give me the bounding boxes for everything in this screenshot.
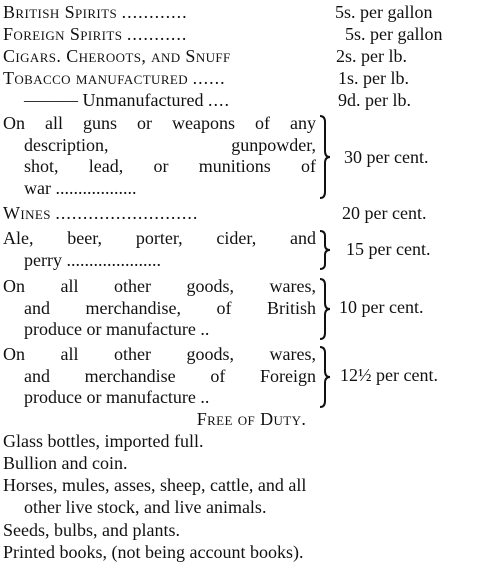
leader-dots: ........... xyxy=(126,24,188,44)
free-item: Glass bottles, imported full. xyxy=(3,431,204,451)
free-item-continuation: other live stock, and live animals. xyxy=(24,497,267,517)
tariff-rate: 5s. per gallon xyxy=(345,24,443,44)
tariff-label: Cigars. Cheroots, and Snuff xyxy=(3,46,231,66)
foreign-goods-clause xyxy=(3,344,316,409)
clause-line: produce or manufacture .. xyxy=(24,319,210,339)
ale-clause xyxy=(3,228,316,271)
tariff-rate: 30 per cent. xyxy=(344,147,429,167)
leader-dots: .......................... xyxy=(55,203,199,223)
tariff-label: Wines xyxy=(3,203,51,223)
leader-dots: .... xyxy=(207,90,230,110)
tariff-row-wines xyxy=(3,203,198,225)
right-brace-icon xyxy=(318,277,332,341)
tariff-rate: 12½ per cent. xyxy=(340,365,438,385)
tariff-rate: 9d. per lb. xyxy=(338,90,411,110)
clause-line: On all other goods, wares, xyxy=(3,276,316,296)
tariff-label: ——— Unmanufactured xyxy=(24,90,204,110)
tariff-label: Tobacco manufactured xyxy=(3,68,189,88)
tariff-row-tobacco-unmanufactured xyxy=(24,90,230,112)
tariff-rate: 5s. per gallon xyxy=(335,2,433,22)
free-item: Horses, mules, asses, sheep, cattle, and all xyxy=(3,475,307,495)
leader-dots: ...... xyxy=(192,68,226,88)
right-brace-icon xyxy=(318,345,332,409)
clause-line: and merchandise of Foreign xyxy=(24,365,316,386)
free-of-duty-heading: Free of Duty. xyxy=(196,409,307,429)
tariff-row-cigars xyxy=(3,46,231,68)
tariff-row-foreign-spirits xyxy=(3,24,187,46)
leader-dots: ............ xyxy=(121,2,188,22)
clause-line: produce or manufacture .. xyxy=(24,387,210,407)
clause-line: shot, lead, or munitions of xyxy=(24,156,316,176)
tariff-rate: 10 per cent. xyxy=(339,297,424,317)
clause-line: perry ..................... xyxy=(24,249,161,270)
tariff-rate: 2s. per lb. xyxy=(336,46,407,66)
clause-line: war .................. xyxy=(24,177,137,198)
clause-line: On all guns or weapons of any xyxy=(3,113,316,133)
guns-clause xyxy=(3,113,316,199)
tariff-row-tobacco-manufactured xyxy=(3,68,226,90)
free-item: Printed books, (not being account books). xyxy=(3,542,304,562)
tariff-rate: 15 per cent. xyxy=(346,239,431,259)
clause-line: description, gunpowder, xyxy=(24,134,316,155)
clause-line: and merchandise, of British xyxy=(24,297,316,318)
free-item: Seeds, bulbs, and plants. xyxy=(3,520,180,540)
clause-line: On all other goods, wares, xyxy=(3,344,316,364)
free-item: Bullion and coin. xyxy=(3,453,128,473)
tariff-row-british-spirits xyxy=(3,2,188,24)
right-brace-icon xyxy=(318,229,332,271)
british-goods-clause xyxy=(3,276,316,341)
tariff-label: Foreign Spirits xyxy=(3,24,123,44)
right-brace-icon xyxy=(318,114,332,200)
tariff-label: British Spirits xyxy=(3,2,118,22)
tariff-rate: 20 per cent. xyxy=(342,203,427,223)
tariff-rate: 1s. per lb. xyxy=(338,68,409,88)
clause-line: Ale, beer, porter, cider, and xyxy=(3,228,316,248)
